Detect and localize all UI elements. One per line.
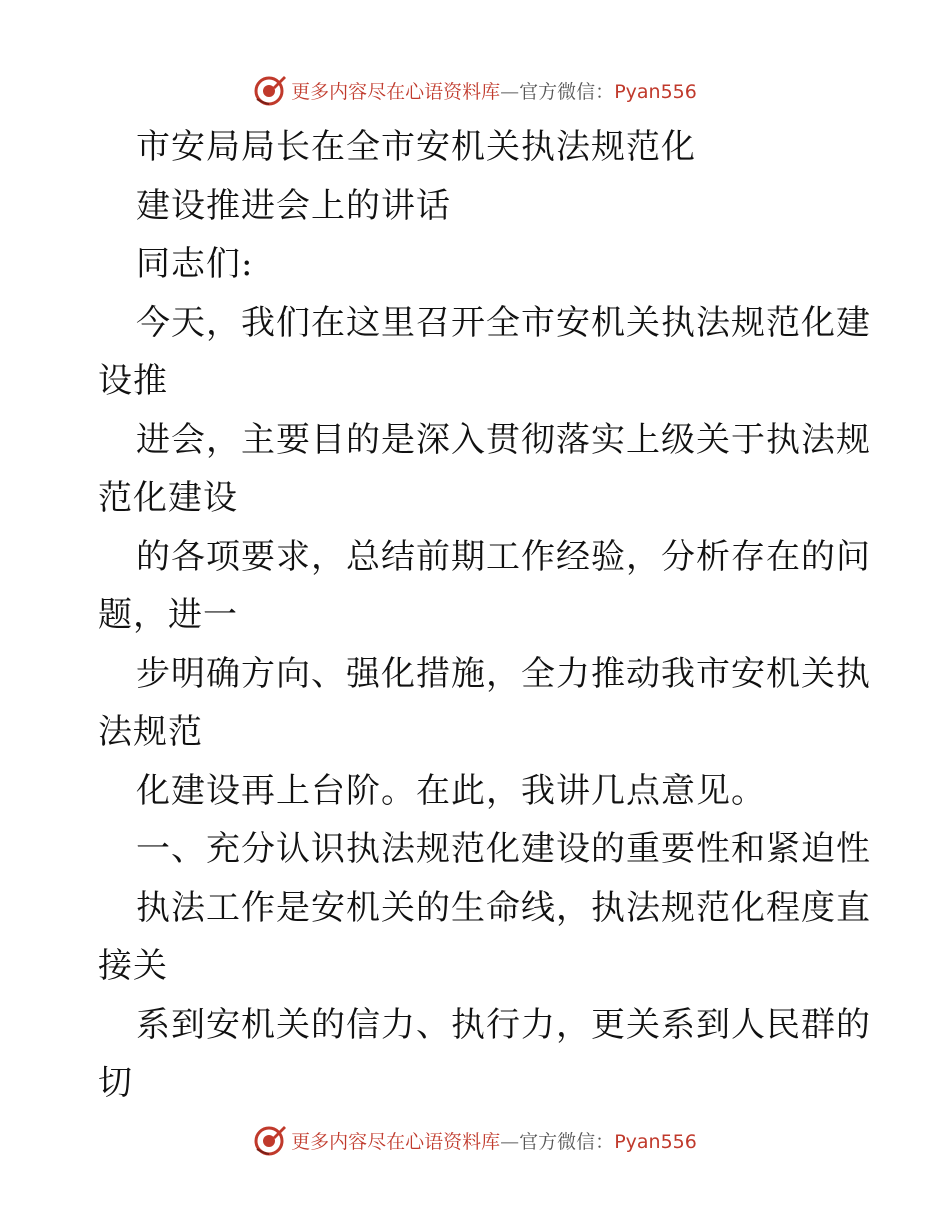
header-dash: — — [500, 80, 520, 103]
doc-line: 设推 — [98, 361, 168, 401]
doc-line: 的各项要求，总结前期工作经验，分析存在的问 — [136, 536, 871, 577]
header-wechat-label: 官方微信： — [519, 80, 615, 103]
pen-logo-icon — [253, 73, 287, 107]
doc-line: 进会，主要目的是深入贯彻落实上级关于执法规 — [136, 419, 871, 460]
footer-wechat-handle: Pyan556 — [614, 1130, 697, 1153]
doc-line: 步明确方向、强化措施，全力推动我市安机关执 — [136, 653, 871, 694]
footer-wechat-label: 官方微信： — [519, 1130, 615, 1153]
doc-line: 接关 — [98, 946, 168, 986]
doc-line: 建设推进会上的讲话 — [136, 185, 451, 226]
header-promo — [291, 77, 697, 104]
section-heading: 一、充分认识执法规范化建设的重要性和紧迫性 — [136, 829, 871, 869]
doc-line: 执法工作是安机关的生命线，执法规范化程度直 — [136, 887, 871, 928]
pen-logo-icon — [253, 1123, 287, 1157]
doc-line: 同志们: — [136, 244, 254, 284]
doc-line: 化建设再上台阶。在此，我讲几点意见。 — [136, 770, 766, 811]
header-wechat-handle: Pyan556 — [614, 80, 697, 103]
doc-line: 范化建设 — [98, 478, 238, 518]
doc-line: 切 — [98, 1063, 133, 1103]
doc-line: 系到安机关的信力、执行力，更关系到人民群的 — [136, 1004, 871, 1045]
header-banner — [0, 70, 950, 110]
doc-line: 法规范 — [98, 712, 203, 752]
doc-line: 题，进一 — [98, 595, 238, 635]
footer-banner — [0, 1120, 950, 1160]
footer-promo-text: 更多内容尽在心语资料库 — [291, 1130, 501, 1153]
footer-promo — [291, 1127, 697, 1154]
doc-line: 今天，我们在这里召开全市安机关执法规范化建 — [136, 302, 871, 343]
doc-line: 市安局局长在全市安机关执法规范化 — [136, 127, 696, 167]
header-promo-text: 更多内容尽在心语资料库 — [291, 80, 501, 103]
document-body — [98, 118, 871, 1113]
footer-dash: — — [500, 1130, 520, 1153]
